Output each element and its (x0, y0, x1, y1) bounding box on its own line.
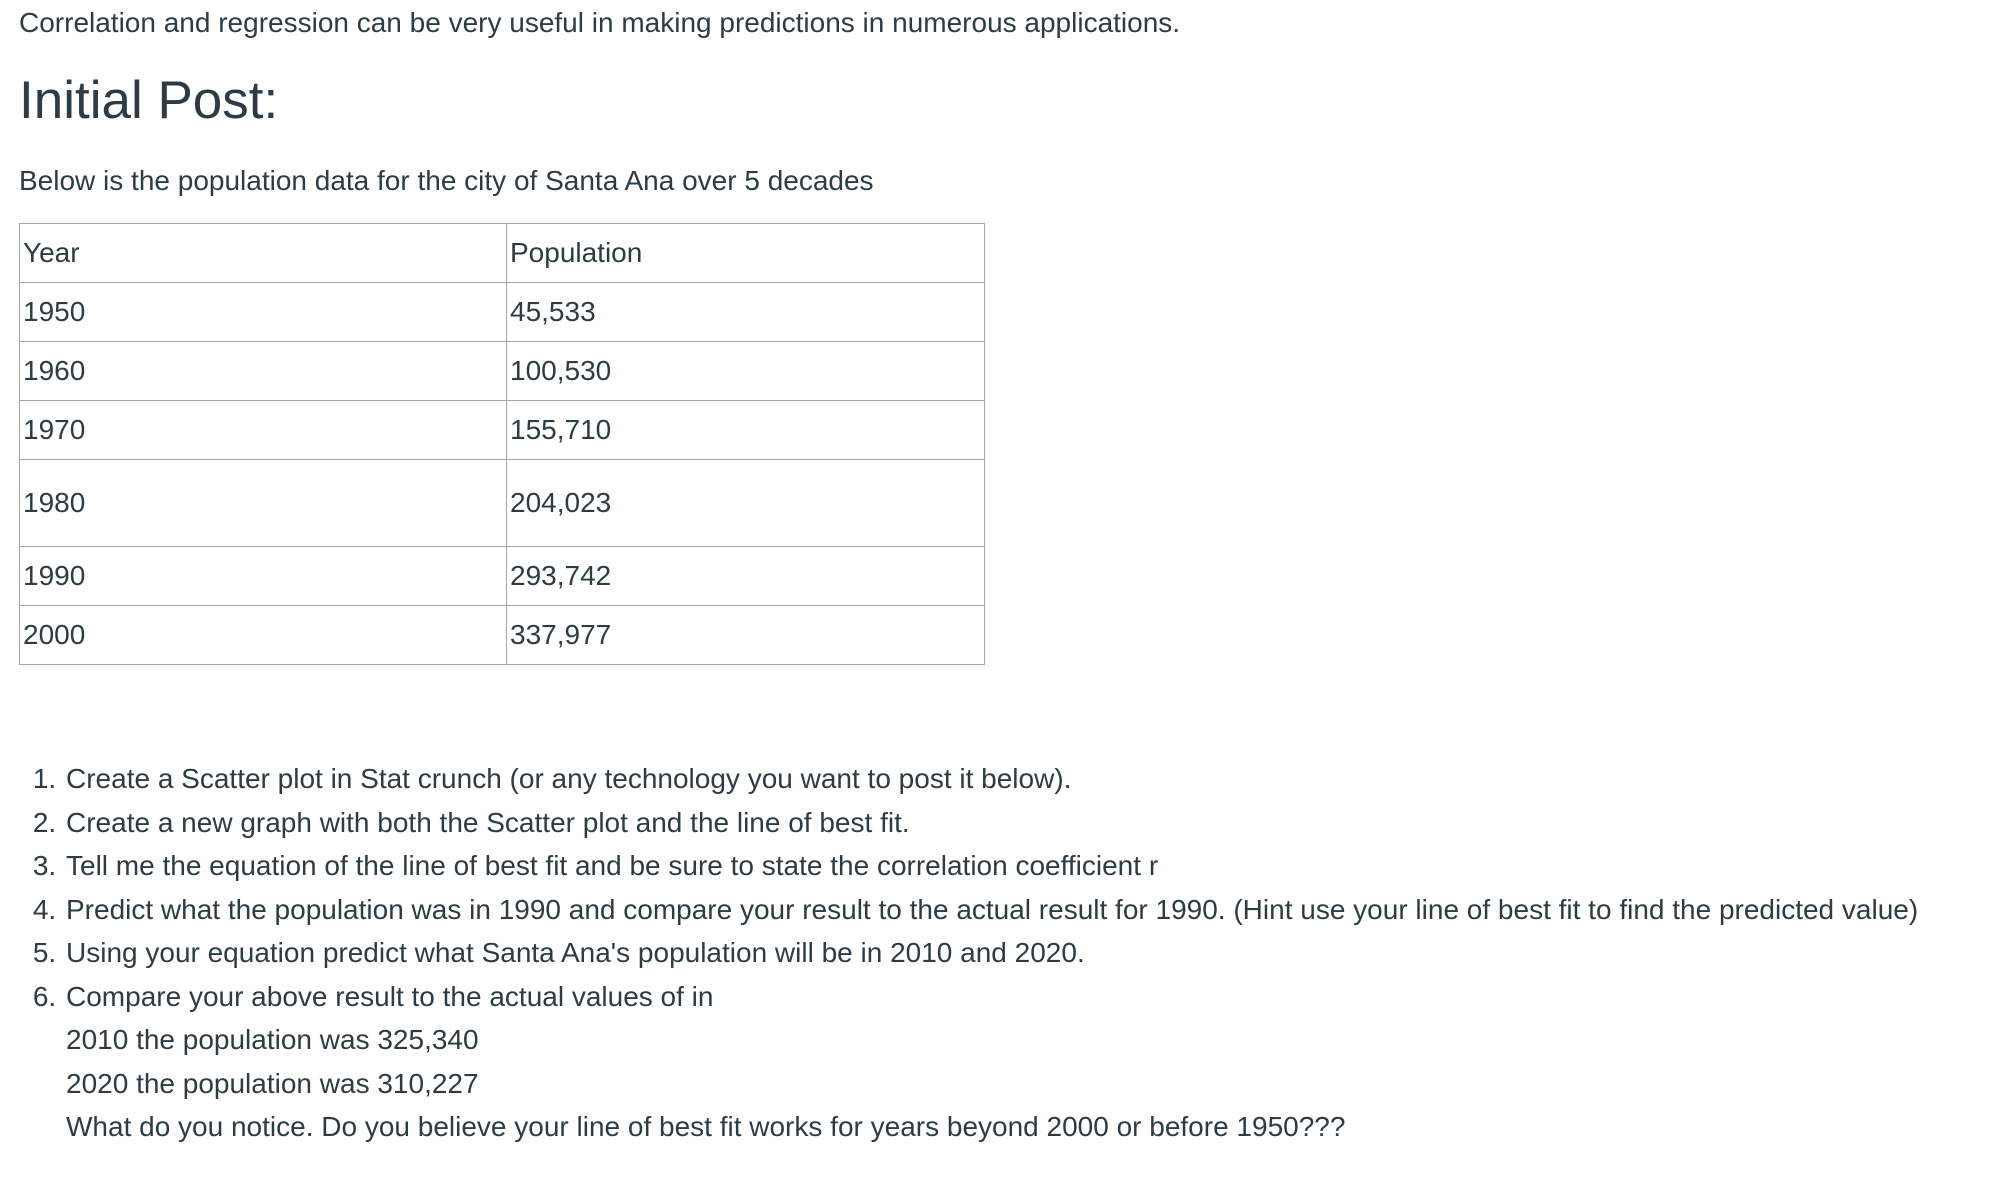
year-cell: 2000 (20, 606, 507, 665)
year-cell: 1950 (20, 283, 507, 342)
question-list (19, 757, 1979, 1149)
table-row (20, 606, 985, 665)
year-cell: 1990 (20, 547, 507, 606)
question-6-line-2020: 2020 the population was 310,227 (66, 1067, 479, 1099)
header-year: Year (20, 224, 507, 283)
year-cell: 1980 (20, 460, 507, 547)
table-row (20, 283, 985, 342)
table-row (20, 547, 985, 606)
list-item (64, 975, 1979, 1149)
population-cell: 45,533 (507, 283, 985, 342)
intro-text: Correlation and regression can be very useful in making predictions in numerous applications. (19, 7, 1181, 38)
population-cell: 100,530 (507, 342, 985, 401)
list-item: 1. Create a Scatter plot in Stat crunch (or any technology you want to post it below). (64, 757, 1979, 801)
population-cell: 204,023 (507, 460, 985, 547)
list-item: 4. Predict what the population was in 1990 and compare your result to the actual result for 1990. (Hint use your line of best fit to find the predicted value) (64, 888, 1979, 932)
table-row (20, 460, 985, 547)
list-item: 3. Tell me the equation of the line of best fit and be sure to state the correlation coefficient r (64, 844, 1979, 888)
header-population: Population (507, 224, 985, 283)
year-cell: 1960 (20, 342, 507, 401)
question-6-line-notice: What do you notice. Do you believe your line of best fit works for years beyond 2000 or before 1950??? (66, 1111, 1346, 1142)
table-header-row (20, 224, 985, 283)
population-table (19, 223, 985, 665)
table-row (20, 342, 985, 401)
population-cell: 155,710 (507, 401, 985, 460)
population-cell: 337,977 (507, 606, 985, 665)
list-item: 5. Using your equation predict what Santa Ana's population will be in 2010 and 2020. (64, 931, 1979, 975)
question-6-line-2010: 2010 the population was 325,340 (66, 1024, 479, 1055)
page-heading: Initial Post: (19, 71, 279, 130)
question-6-text: Compare your above result to the actual values of in (66, 980, 714, 1012)
year-cell: 1970 (20, 401, 507, 460)
table-caption: Below is the population data for the city of Santa Ana over 5 decades (19, 165, 874, 196)
population-cell: 293,742 (507, 547, 985, 606)
discussion-content (19, 0, 1979, 1149)
table-row (20, 401, 985, 460)
list-item: 2. Create a new graph with both the Scatter plot and the line of best fit. (64, 801, 1979, 845)
